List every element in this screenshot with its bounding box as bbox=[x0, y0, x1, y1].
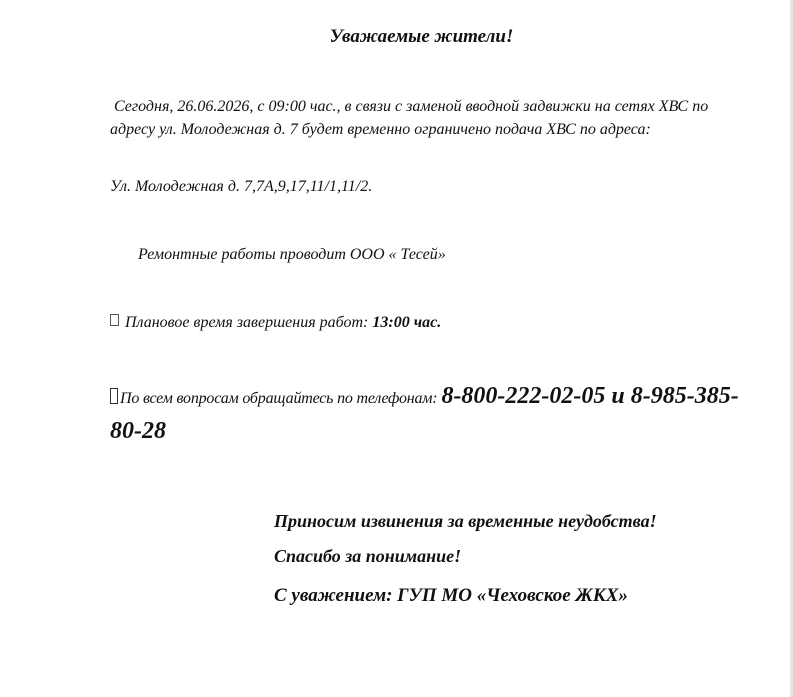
intro-paragraph: Сегодня, 26.06.2026, с 09:00 час., в связи с заменой вводной задвижки на сетях ХВС по адресу ул. Молодежная д. 7 будет временно ограничено подача ХВС по адреса: bbox=[110, 98, 709, 138]
planned-time-value: 13:00 час. bbox=[372, 314, 442, 331]
phone-number-1: 8-800-222-02-05 bbox=[441, 383, 606, 409]
planned-time-line bbox=[110, 311, 732, 334]
bullet-box-icon bbox=[110, 314, 119, 326]
phone-contact-line bbox=[110, 380, 750, 450]
thanks-line: Спасибо за понимание! bbox=[274, 546, 462, 566]
notice-title: Уважаемые жители! bbox=[329, 26, 514, 47]
phone-label: По всем вопросам обращайтесь по телефонам: bbox=[120, 390, 438, 407]
addresses-line: Ул. Молодежная д. 7,7А,9,17,11/1,11/2. bbox=[110, 178, 373, 195]
planned-time-label: Плановое время завершения работ: bbox=[125, 314, 369, 331]
phone-separator: и bbox=[605, 383, 631, 409]
apology-line: Приносим извинения за временные неудобства! bbox=[274, 511, 657, 531]
signature-line: С уважением: ГУП МО «Чеховское ЖКХ» bbox=[274, 585, 628, 606]
phone-number-2: 8-985-385-80-28 bbox=[110, 383, 739, 444]
repair-contractor-line: Ремонтные работы проводит ООО « Тесей» bbox=[138, 246, 446, 263]
bullet-box-icon bbox=[110, 388, 118, 404]
